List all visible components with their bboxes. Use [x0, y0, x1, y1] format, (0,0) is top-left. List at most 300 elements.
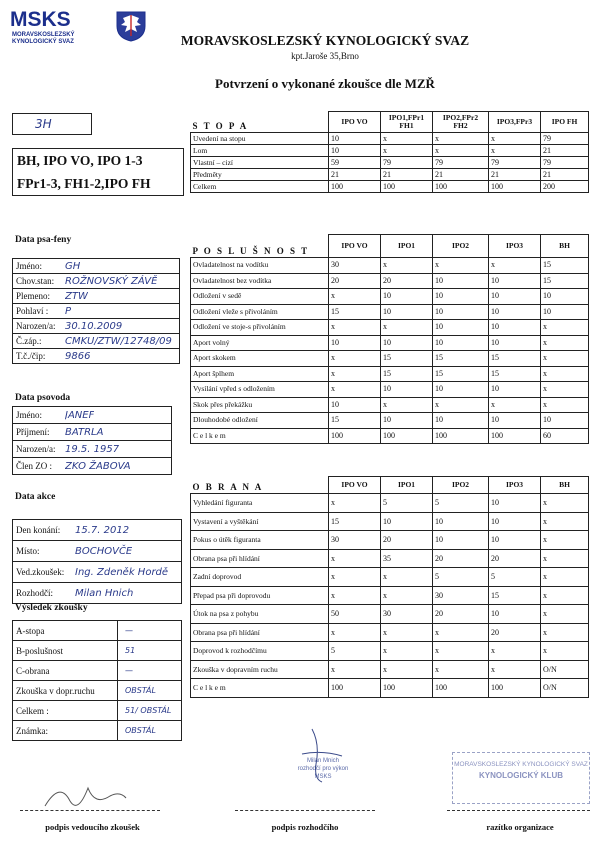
stopa-cell: 21: [433, 169, 489, 181]
poslusnost-cell: 10: [381, 289, 433, 305]
result-value: OBSTÁL: [125, 726, 156, 735]
poslusnost-cell: 10: [433, 382, 489, 398]
poslusnost-cell: 10: [433, 413, 489, 429]
poslusnost-cell: x: [329, 366, 381, 382]
org-name: MORAVSKOSLEZSKÝ KYNOLOGICKÝ SVAZ: [180, 33, 470, 48]
poslusnost-cell: 100: [381, 428, 433, 444]
stopa-table: [190, 111, 589, 193]
handler-field-value: ZKO ŽABOVA: [65, 461, 131, 472]
handler-field-label: Člen ZO :: [16, 461, 52, 471]
poslusnost-row-label: Vysílání vpřed s odložením: [191, 382, 329, 398]
obrana-cell: O/N: [541, 679, 589, 698]
dog-field-label: Č.záp.:: [16, 336, 42, 346]
dog-field-label: Pohlaví :: [16, 306, 49, 316]
obrana-cell: 100: [381, 679, 433, 698]
obrana-cell: 10: [433, 531, 489, 550]
obrana-cell: 15: [489, 586, 541, 605]
dog-field-row: [12, 333, 180, 349]
dog-field-value: GH: [65, 261, 81, 272]
obrana-cell: x: [489, 642, 541, 661]
stopa-row: [191, 145, 589, 157]
stopa-cell: 100: [329, 181, 381, 193]
result-value: —: [125, 666, 133, 675]
obrana-cell: x: [541, 623, 589, 642]
poslusnost-cell: 10: [489, 304, 541, 320]
stopa-row-label: Celkem: [191, 181, 329, 193]
handler-section-title: Data psovoda: [15, 393, 71, 403]
poslusnost-title: P O S L U Š N O S T: [191, 235, 329, 258]
obrana-cell: x: [329, 568, 381, 587]
result-label: Celkem :: [16, 706, 49, 716]
result-value: —: [125, 626, 133, 635]
obrana-row: [191, 549, 589, 568]
handler-field-row: [12, 440, 172, 458]
poslusnost-cell: 10: [433, 289, 489, 305]
obrana-cell: x: [541, 549, 589, 568]
poslusnost-cell: 10: [329, 335, 381, 351]
obrana-cell: 5: [433, 568, 489, 587]
event-field-value: BOCHOVČE: [75, 546, 133, 557]
result-label: Zkouška v dopr.ruchu: [16, 686, 95, 696]
obrana-cell: 5: [489, 568, 541, 587]
poslusnost-cell: 10: [489, 413, 541, 429]
obrana-cell: x: [381, 623, 433, 642]
obrana-row-label: Pokus o útěk figuranta: [191, 531, 329, 550]
poslusnost-cell: 10: [381, 304, 433, 320]
poslusnost-row-label: Aport volný: [191, 335, 329, 351]
judge-signature-label: podpis rozhodčího: [271, 822, 339, 832]
poslusnost-row-label: Ovladatelnost na vodítku: [191, 258, 329, 274]
stopa-title: S T O P A: [191, 112, 329, 133]
poslusnost-cell: x: [541, 335, 589, 351]
stopa-cell: 10: [329, 145, 381, 157]
obrana-cell: 10: [489, 494, 541, 513]
poslusnost-cell: 10: [541, 304, 589, 320]
poslusnost-row: [191, 289, 589, 305]
obrana-cell: 35: [381, 549, 433, 568]
event-field-value: Ing. Zdeněk Hordě: [75, 567, 169, 578]
obrana-cell: x: [541, 642, 589, 661]
poslusnost-row-label: Odložení vleže s přivoláním: [191, 304, 329, 320]
poslusnost-row: [191, 304, 589, 320]
judge-stamp-line2: rozhodčí pro výkon: [297, 766, 349, 772]
stopa-row: [191, 157, 589, 169]
poslusnost-row-label: Odložení v sedě: [191, 289, 329, 305]
result-value: 51: [125, 646, 136, 655]
result-label: C-obrana: [16, 666, 50, 676]
logo-abbr: MSKS: [10, 8, 71, 31]
stopa-cell: 10: [329, 133, 381, 145]
poslusnost-cell: 100: [433, 428, 489, 444]
stopa-row-label: Vlastní – cizí: [191, 157, 329, 169]
result-divider: [117, 701, 118, 720]
handler-field-label: Příjmení:: [16, 427, 50, 437]
poslusnost-header-row: [191, 235, 589, 258]
stopa-cell: 21: [541, 169, 589, 181]
obrana-cell: x: [329, 494, 381, 513]
dog-field-value: CMKU/ZTW/12748/09: [65, 336, 172, 347]
logo-sub2: KYNOLOGICKÝ SVAZ: [12, 39, 74, 45]
stopa-cell: 21: [489, 169, 541, 181]
obrana-cell: x: [541, 494, 589, 513]
exam-code-box: [12, 113, 92, 135]
event-field-row: [12, 561, 182, 583]
obrana-row: [191, 660, 589, 679]
poslusnost-column-header: IPO VO: [329, 235, 381, 258]
dog-section-title: Data psa-feny: [15, 235, 72, 245]
poslusnost-column-header: IPO3: [489, 235, 541, 258]
result-row: [12, 700, 182, 721]
poslusnost-cell: 20: [381, 273, 433, 289]
obrana-row: [191, 494, 589, 513]
result-divider: [117, 621, 118, 640]
stopa-cell: 79: [381, 157, 433, 169]
obrana-cell: 30: [329, 531, 381, 550]
stopa-cell: x: [381, 133, 433, 145]
obrana-cell: 20: [381, 531, 433, 550]
org-stamp-line2: KYNOLOGICKÝ KLUB: [479, 771, 563, 780]
result-label: A-stopa: [16, 626, 45, 636]
poslusnost-cell: x: [541, 320, 589, 336]
dog-field-label: Narozen/a:: [16, 321, 56, 331]
dog-field-label: Chov.stan:: [16, 276, 55, 286]
result-divider: [117, 681, 118, 700]
poslusnost-cell: 10: [433, 273, 489, 289]
obrana-row-label: Útok na psa z pohybu: [191, 605, 329, 624]
poslusnost-cell: 10: [541, 289, 589, 305]
stopa-cell: 21: [381, 169, 433, 181]
obrana-row: [191, 568, 589, 587]
poslusnost-cell: 15: [381, 351, 433, 367]
stopa-header-row: [191, 112, 589, 133]
obrana-column-header: IPO1: [381, 477, 433, 494]
stopa-cell: 100: [489, 181, 541, 193]
poslusnost-row: [191, 351, 589, 367]
exam-code-value: 3H: [35, 117, 52, 131]
obrana-row-label: Obrana psa při hlídání: [191, 549, 329, 568]
event-field-label: Den konání:: [16, 525, 61, 535]
obrana-cell: 10: [433, 512, 489, 531]
dog-field-value: 9866: [65, 351, 91, 362]
obrana-cell: O/N: [541, 660, 589, 679]
obrana-row-label: Obrana psa při hlídání: [191, 623, 329, 642]
dog-field-label: T.č./čip:: [16, 351, 46, 361]
obrana-cell: x: [329, 660, 381, 679]
stopa-cell: 100: [433, 181, 489, 193]
org-stamp-label: razítko organizace: [486, 822, 554, 832]
stopa-cell: x: [433, 145, 489, 157]
obrana-cell: 20: [489, 549, 541, 568]
result-row: [12, 680, 182, 701]
result-label: B-poslušnost: [16, 646, 64, 656]
result-section-title: Výsledek zkoušky: [15, 603, 88, 613]
obrana-row: [191, 512, 589, 531]
obrana-row: [191, 605, 589, 624]
obrana-row: [191, 586, 589, 605]
poslusnost-cell: 10: [489, 289, 541, 305]
poslusnost-cell: x: [329, 382, 381, 398]
stopa-column-header: IPO FH: [541, 112, 589, 133]
exam-types-line1: BH, IPO VO, IPO 1-3: [17, 153, 143, 168]
poslusnost-table: [190, 234, 589, 444]
poslusnost-cell: x: [381, 397, 433, 413]
obrana-cell: x: [381, 568, 433, 587]
poslusnost-row: [191, 366, 589, 382]
exam-types-line2: FPr1-3, FH1-2,IPO FH: [17, 176, 151, 191]
obrana-title: O B R A N A: [191, 477, 329, 494]
event-field-row: [12, 519, 182, 541]
exam-leader-signature-line: [20, 810, 160, 811]
handler-field-value: BATRLA: [65, 427, 104, 438]
organization-stamp: [452, 752, 590, 804]
stopa-cell: x: [489, 145, 541, 157]
obrana-cell: x: [541, 531, 589, 550]
stopa-cell: 79: [433, 157, 489, 169]
stopa-row-label: Předměty: [191, 169, 329, 181]
result-label: Známka:: [16, 726, 48, 736]
poslusnost-cell: x: [489, 258, 541, 274]
stopa-cell: 59: [329, 157, 381, 169]
poslusnost-row: [191, 273, 589, 289]
stopa-cell: 21: [329, 169, 381, 181]
eagle-crest-icon: [115, 10, 147, 42]
logo-sub1: MORAVSKOSLEZSKÝ: [12, 32, 75, 38]
event-field-label: Místo:: [16, 546, 40, 556]
obrana-cell: 10: [489, 531, 541, 550]
dog-field-row: [12, 258, 180, 274]
dog-field-row: [12, 273, 180, 289]
dog-field-row: [12, 318, 180, 334]
obrana-cell: x: [381, 586, 433, 605]
poslusnost-cell: x: [381, 258, 433, 274]
obrana-cell: x: [433, 623, 489, 642]
stopa-row: [191, 133, 589, 145]
stopa-row-label: Uvedení na stopu: [191, 133, 329, 145]
obrana-cell: 30: [381, 605, 433, 624]
poslusnost-row: [191, 428, 589, 444]
dog-field-row: [12, 288, 180, 304]
poslusnost-cell: 15: [329, 304, 381, 320]
result-divider: [117, 661, 118, 680]
poslusnost-cell: x: [541, 382, 589, 398]
obrana-cell: 15: [329, 512, 381, 531]
poslusnost-cell: x: [541, 351, 589, 367]
judge-signature-line: [235, 810, 375, 811]
poslusnost-row: [191, 382, 589, 398]
poslusnost-cell: 10: [489, 320, 541, 336]
poslusnost-cell: x: [329, 351, 381, 367]
event-field-row: [12, 582, 182, 604]
poslusnost-column-header: IPO2: [433, 235, 489, 258]
handler-field-row: [12, 457, 172, 475]
obrana-cell: x: [329, 623, 381, 642]
stopa-column-header: IPO2,FPr2 FH2: [433, 112, 489, 133]
poslusnost-cell: 10: [381, 335, 433, 351]
poslusnost-row-label: Aport skokem: [191, 351, 329, 367]
dog-field-value: ROŽNOVSKÝ ZÁVĚ: [65, 276, 158, 287]
poslusnost-cell: 15: [381, 366, 433, 382]
poslusnost-row: [191, 258, 589, 274]
org-stamp-line1: MORAVSKOSLEZSKÝ KYNOLOGICKÝ SVAZ: [454, 761, 588, 768]
poslusnost-cell: 10: [433, 320, 489, 336]
dog-field-row: [12, 348, 180, 364]
poslusnost-cell: 10: [381, 382, 433, 398]
obrana-cell: x: [433, 642, 489, 661]
obrana-cell: 100: [489, 679, 541, 698]
poslusnost-cell: 10: [329, 397, 381, 413]
event-section-title: Data akce: [15, 492, 56, 502]
poslusnost-cell: 10: [433, 335, 489, 351]
stopa-cell: 100: [381, 181, 433, 193]
document-title: Potvrzení o vykonané zkoušce dle MZŘ: [215, 76, 435, 91]
poslusnost-cell: x: [541, 397, 589, 413]
obrana-cell: 10: [489, 605, 541, 624]
poslusnost-cell: 15: [433, 366, 489, 382]
poslusnost-cell: x: [489, 397, 541, 413]
obrana-row-label: C e l k e m: [191, 679, 329, 698]
poslusnost-row-label: Dlouhodobé odložení: [191, 413, 329, 429]
poslusnost-row-label: Odložení ve stoje-s přivoláním: [191, 320, 329, 336]
poslusnost-row: [191, 335, 589, 351]
stopa-row-label: Lom: [191, 145, 329, 157]
exam-types-box: [12, 148, 184, 196]
event-field-value: Milan Hnich: [75, 588, 134, 599]
poslusnost-column-header: IPO1: [381, 235, 433, 258]
obrana-row-label: Vystavení a vyštěkání: [191, 512, 329, 531]
handler-field-row: [12, 406, 172, 424]
poslusnost-cell: x: [381, 320, 433, 336]
result-divider: [117, 641, 118, 660]
event-field-label: Ved.zkoušek:: [16, 567, 65, 577]
stopa-column-header: IPO VO: [329, 112, 381, 133]
obrana-cell: 100: [329, 679, 381, 698]
handler-field-row: [12, 423, 172, 441]
poslusnost-cell: 10: [541, 413, 589, 429]
poslusnost-cell: x: [433, 258, 489, 274]
obrana-cell: 20: [433, 605, 489, 624]
dog-field-label: Plemeno:: [16, 291, 50, 301]
dog-field-value: P: [65, 306, 72, 317]
obrana-row: [191, 531, 589, 550]
obrana-row: [191, 642, 589, 661]
exam-leader-signature-label: podpis vedoucího zkoušek: [45, 822, 140, 832]
handler-field-label: Narozen/a:: [16, 444, 56, 454]
poslusnost-cell: 100: [329, 428, 381, 444]
obrana-cell: x: [329, 586, 381, 605]
obrana-cell: 10: [489, 512, 541, 531]
poslusnost-cell: 15: [541, 258, 589, 274]
obrana-row-label: Zkouška v dopravním ruchu: [191, 660, 329, 679]
stopa-cell: 200: [541, 181, 589, 193]
result-value: 51/ OBSTÁL: [125, 706, 172, 715]
poslusnost-row: [191, 413, 589, 429]
stopa-column-header: IPO1,FPr1 FH1: [381, 112, 433, 133]
poslusnost-cell: 15: [489, 366, 541, 382]
handler-field-value: 19.5. 1957: [65, 444, 120, 455]
stopa-column-header: IPO3,FPr3: [489, 112, 541, 133]
obrana-column-header: BH: [541, 477, 589, 494]
poslusnost-cell: x: [433, 397, 489, 413]
poslusnost-cell: 10: [489, 335, 541, 351]
obrana-cell: x: [489, 660, 541, 679]
poslusnost-row: [191, 320, 589, 336]
event-field-value: 15.7. 2012: [75, 525, 130, 536]
dog-field-row: [12, 303, 180, 319]
result-divider: [117, 721, 118, 740]
obrana-row-label: Zadní doprovod: [191, 568, 329, 587]
obrana-row: [191, 679, 589, 698]
dog-field-label: Jméno:: [16, 261, 42, 271]
poslusnost-cell: 10: [489, 273, 541, 289]
obrana-row-label: Vyhledání figuranta: [191, 494, 329, 513]
poslusnost-row-label: Ovladatelnost bez vodítka: [191, 273, 329, 289]
poslusnost-cell: 15: [329, 413, 381, 429]
handler-field-label: Jméno:: [16, 410, 42, 420]
obrana-row: [191, 623, 589, 642]
poslusnost-cell: 15: [541, 273, 589, 289]
obrana-cell: x: [541, 605, 589, 624]
obrana-cell: x: [541, 586, 589, 605]
poslusnost-row-label: Aport šplhem: [191, 366, 329, 382]
stopa-cell: x: [381, 145, 433, 157]
poslusnost-column-header: BH: [541, 235, 589, 258]
poslusnost-row: [191, 397, 589, 413]
stopa-cell: x: [489, 133, 541, 145]
poslusnost-cell: 100: [489, 428, 541, 444]
result-value: OBSTÁL: [125, 686, 156, 695]
obrana-column-header: IPO VO: [329, 477, 381, 494]
poslusnost-cell: x: [329, 320, 381, 336]
judge-stamp-line1: Milan Mnich: [306, 758, 339, 764]
stopa-row: [191, 169, 589, 181]
obrana-cell: 5: [329, 642, 381, 661]
poslusnost-row-label: Skok přes překážku: [191, 397, 329, 413]
poslusnost-row-label: C e l k e m: [191, 428, 329, 444]
stopa-row: [191, 181, 589, 193]
result-row: [12, 640, 182, 661]
stopa-cell: 79: [541, 133, 589, 145]
obrana-column-header: IPO2: [433, 477, 489, 494]
poslusnost-cell: x: [329, 289, 381, 305]
poslusnost-cell: 60: [541, 428, 589, 444]
obrana-cell: 5: [433, 494, 489, 513]
stopa-cell: 79: [489, 157, 541, 169]
obrana-cell: x: [433, 660, 489, 679]
poslusnost-cell: 10: [433, 304, 489, 320]
obrana-cell: 50: [329, 605, 381, 624]
dog-field-value: 30.10.2009: [65, 321, 123, 332]
poslusnost-cell: 20: [329, 273, 381, 289]
judge-signature: [292, 724, 352, 784]
stopa-cell: 21: [541, 145, 589, 157]
stopa-cell: 79: [541, 157, 589, 169]
obrana-cell: 100: [433, 679, 489, 698]
obrana-cell: 10: [381, 512, 433, 531]
obrana-cell: x: [329, 549, 381, 568]
obrana-column-header: IPO3: [489, 477, 541, 494]
result-row: [12, 660, 182, 681]
obrana-header-row: [191, 477, 589, 494]
logo: [10, 8, 145, 50]
poslusnost-cell: 15: [433, 351, 489, 367]
obrana-row-label: Přepad psa při doprovodu: [191, 586, 329, 605]
obrana-cell: 30: [433, 586, 489, 605]
obrana-cell: 20: [489, 623, 541, 642]
org-address: kpt.Jaroše 35,Brno: [291, 51, 359, 61]
poslusnost-cell: 15: [489, 351, 541, 367]
poslusnost-cell: x: [541, 366, 589, 382]
obrana-cell: x: [541, 512, 589, 531]
